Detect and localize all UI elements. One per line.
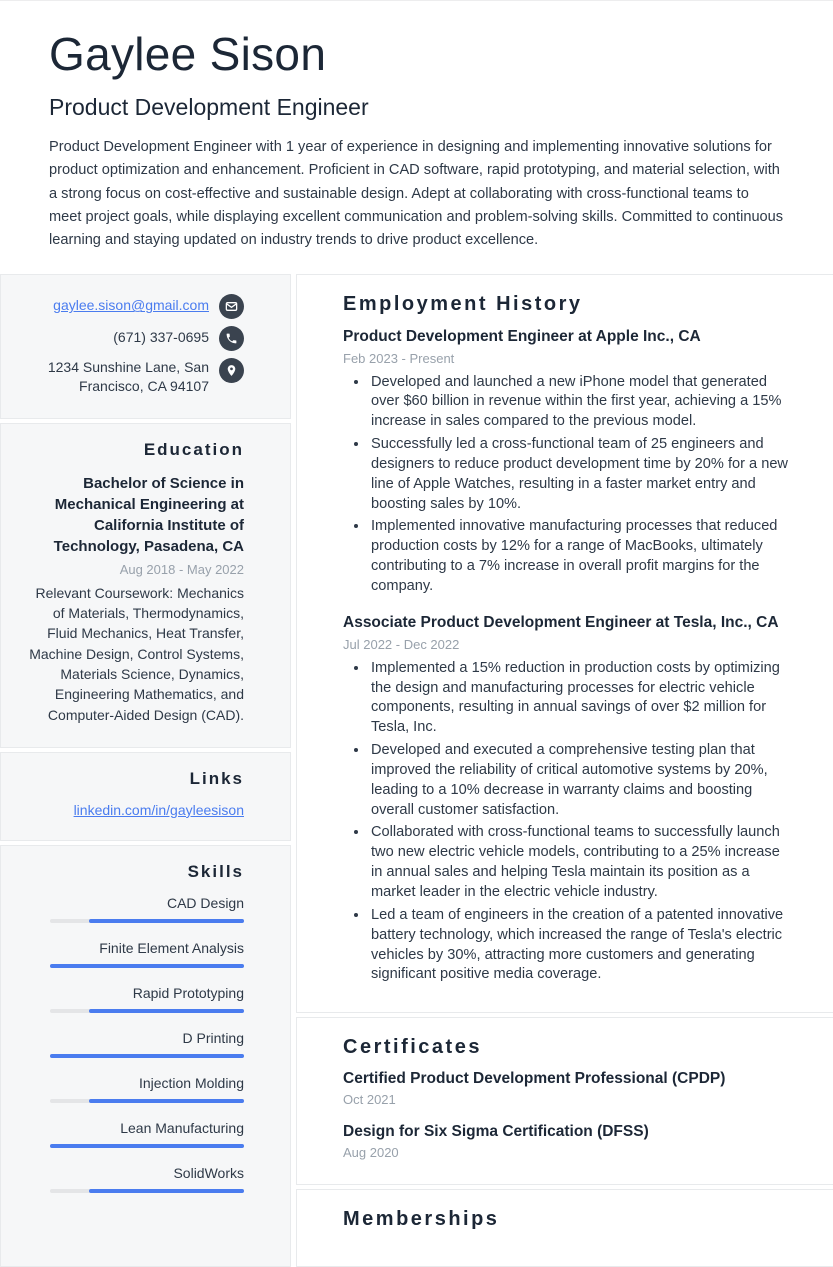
certificates-list	[343, 1070, 788, 1160]
certificate-date: Oct 2021	[343, 1092, 396, 1108]
email-link[interactable]: gaylee.sison@gmail.com	[53, 297, 209, 314]
job-dates: Feb 2023 - Present	[343, 350, 455, 366]
job-bullet: • Developed and launched a new iPhone model that generated over $60 billion in revenue within the first year, achieving a 15% increase in sales compared to the previous model.	[369, 373, 788, 433]
skill-label: Lean Manufacturing	[120, 1119, 244, 1136]
location-pin-icon	[219, 358, 244, 383]
certificates-section	[296, 1017, 833, 1185]
skill-bar	[50, 1009, 244, 1013]
memberships-section	[296, 1189, 833, 1267]
linkedin-link[interactable]: linkedin.com/in/gayleesison	[73, 801, 244, 818]
job-bullets	[343, 373, 788, 597]
skill-label: Injection Molding	[138, 1074, 244, 1091]
job-bullet: • Collaborated with cross-functional teams to successfully launch two new electric vehicle models, contributing to a 25% increase in annual sales and helping Tesla maintain its position as a market leader in the electric vehicle industry.	[369, 823, 788, 902]
contact-section	[0, 274, 291, 419]
job-bullet: • Led a team of engineers in the creation of a patented innovative battery technology, which increased the range of Tesla's electric vehicles by 30%, attracting more customers and generating significant positive media coverage.	[369, 906, 788, 985]
education-details: Relevant Coursework: Mechanics of Materials, Thermodynamics, Fluid Mechanics, Heat Transfer, Machine Design, Control Systems, Materials Science, Dynamics, Engineering Mathematics, and Computer-Aided Design (CAD).	[29, 584, 244, 723]
main-column	[296, 274, 833, 1267]
certificate-title: Design for Six Sigma Certification (DFSS)	[343, 1123, 649, 1141]
resume-page	[0, 1, 833, 1231]
job-bullet: • Implemented a 15% reduction in production costs by optimizing the design and manufacturing processes for electric vehicle components, resulting in annual savings of over $2 million for Tesla, Inc.	[369, 659, 788, 738]
jobs-list	[343, 327, 788, 986]
skills-list	[50, 895, 244, 1193]
links-section	[0, 752, 291, 841]
skill-bar-fill	[50, 1144, 244, 1148]
skill-bar-fill	[89, 919, 244, 923]
skill-label: Finite Element Analysis	[99, 939, 244, 956]
job-bullet: • Developed and executed a comprehensive testing plan that improved the reliability of critical automotive systems by 20%, leading to a 10% decrease in warranty claims and boosting overall customer satisfaction.	[369, 741, 788, 820]
job-entry	[343, 613, 788, 985]
job-bullet: • Successfully led a cross-functional team of 25 engineers and designers to reduce product development time by 20% for a new line of Apple Watches, resulting in a faster market entry and boosting sales by 10%.	[369, 435, 788, 514]
contact-address-row	[21, 358, 244, 397]
skills-heading: Skills	[187, 861, 244, 881]
mail-icon	[219, 294, 244, 319]
certificate-entry	[343, 1070, 788, 1107]
skill-bar-fill	[89, 1099, 244, 1103]
job-entry	[343, 327, 788, 597]
skill-item	[50, 940, 244, 968]
skill-item	[50, 1030, 244, 1058]
skill-bar-fill	[50, 964, 244, 968]
education-section	[0, 423, 291, 748]
candidate-name: Gaylee Sison	[49, 28, 327, 80]
skill-label: Rapid Prototyping	[132, 984, 244, 1001]
employment-history-heading: Employment History	[343, 292, 583, 315]
certificate-entry	[343, 1123, 788, 1160]
certificates-heading: Certificates	[343, 1036, 482, 1059]
skill-item	[50, 1075, 244, 1103]
skill-bar	[50, 964, 244, 968]
contact-email-row	[21, 294, 244, 319]
memberships-heading: Memberships	[343, 1208, 500, 1231]
job-title: Product Development Engineer at Apple Inc., CA	[343, 327, 701, 345]
contact-phone-row	[21, 326, 244, 351]
address-text: 1234 Sunshine Lane, San Francisco, CA 94107	[47, 358, 209, 395]
job-dates: Jul 2022 - Dec 2022	[343, 636, 460, 652]
education-dates: Aug 2018 - May 2022	[119, 561, 244, 577]
certificate-date: Aug 2020	[343, 1145, 399, 1161]
job-bullets	[343, 659, 788, 986]
skill-item	[50, 1120, 244, 1148]
certificate-title: Certified Product Development Professional (CPDP)	[343, 1070, 726, 1088]
profile-summary: Product Development Engineer with 1 year of experience in designing and implementing innovative solutions for product optimization and enhancement. Proficient in CAD software, rapid prototyping, and material selection, with a strong focus on cost-effective and sustainable design. Adept at collaborating with cross-functional teams to meet project goals, while displaying excellent communication and problem-solving skills. Committed to continuous learning and staying updated on industry trends to drive product excellence.	[49, 138, 784, 249]
skill-item	[50, 895, 244, 923]
phone-number: (671) 337-0695	[113, 329, 209, 346]
phone-icon	[219, 326, 244, 351]
resume-body	[0, 274, 833, 1267]
skill-bar-fill	[89, 1009, 244, 1013]
job-title: Associate Product Development Engineer at Tesla, Inc., CA	[343, 613, 779, 631]
skill-bar-fill	[89, 1189, 244, 1193]
skill-bar	[50, 1144, 244, 1148]
skill-label: SolidWorks	[173, 1164, 244, 1181]
employment-history-section	[296, 274, 833, 1014]
skill-label: D Printing	[182, 1029, 244, 1046]
candidate-job-title: Product Development Engineer	[49, 93, 369, 120]
skill-item	[50, 985, 244, 1013]
job-bullet: • Implemented innovative manufacturing processes that reduced production costs by 12% for a range of MacBooks, ultimately contributing to a 7% increase in overall profit margins for the company.	[369, 517, 788, 596]
skill-item	[50, 1165, 244, 1193]
resume-header	[0, 1, 833, 274]
skill-bar	[50, 1054, 244, 1058]
skill-bar-fill	[50, 1054, 244, 1058]
skill-bar	[50, 919, 244, 923]
education-heading: Education	[143, 439, 244, 459]
skill-bar	[50, 1189, 244, 1193]
education-degree: Bachelor of Science in Mechanical Engineering at California Institute of Technology, Pasadena, CA	[53, 474, 244, 555]
links-heading: Links	[189, 768, 244, 788]
skills-section	[0, 845, 291, 1267]
skill-label: CAD Design	[166, 894, 244, 911]
skill-bar	[50, 1099, 244, 1103]
sidebar	[0, 274, 291, 1267]
